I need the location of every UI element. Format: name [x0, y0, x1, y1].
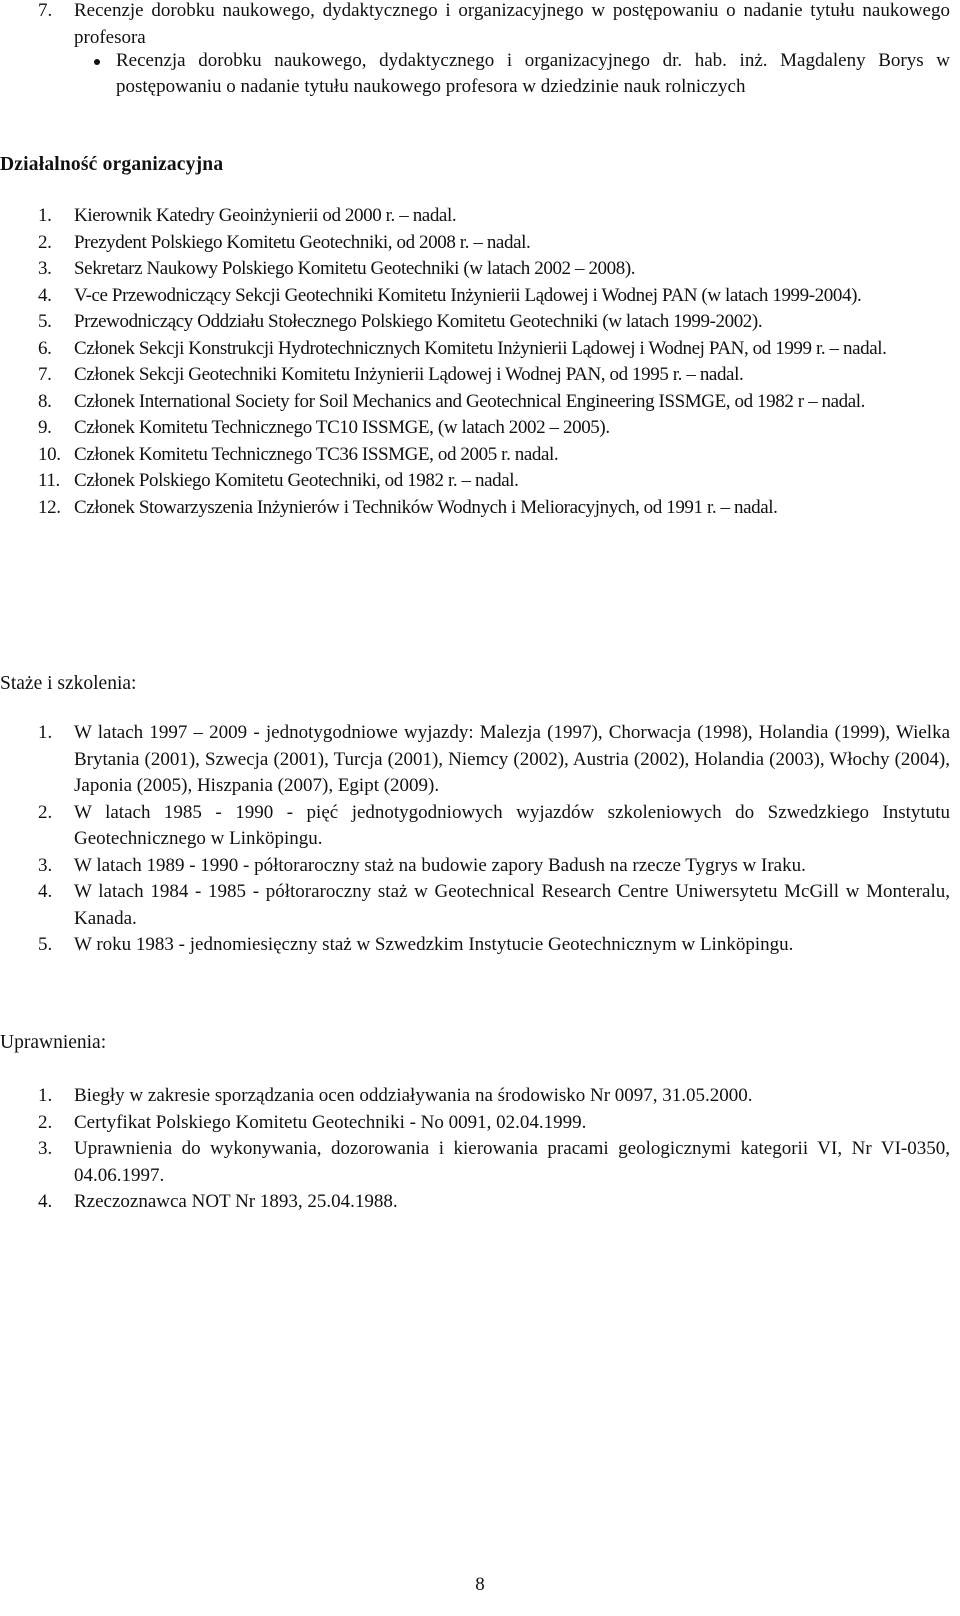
- list-item: [0, 879, 950, 932]
- item-text: Kierownik Katedry Geoinżynierii od 2000 r. – nadal.: [74, 205, 457, 226]
- list-item: [0, 1189, 950, 1216]
- item-text: W latach 1984 - 1985 - półtoraroczny staż w Geotechnical Research Centre Uniwersytetu McGill w Monteralu, Kanada.: [74, 881, 950, 929]
- item-text: Recenzje dorobku naukowego, dydaktycznego i organizacyjnego w postępowaniu o nadanie tytułu naukowego profesora: [74, 0, 950, 48]
- item-number: 7.: [38, 0, 53, 21]
- section-heading-licenses: Uprawnienia:: [0, 1032, 107, 1053]
- item-text: V-ce Przewodniczący Sekcji Geotechniki Komitetu Inżynierii Lądowej i Wodnej PAN (w latach 1999-2004).: [74, 284, 862, 306]
- section-heading-organizational: Działalność organizacyjna: [0, 154, 224, 175]
- item-text: Prezydent Polskiego Komitetu Geotechniki, od 2008 r. – nadal.: [74, 231, 531, 253]
- item-text: Certyfikat Polskiego Komitetu Geotechniki - No 0091, 02.04.1999.: [74, 1111, 587, 1133]
- item-text: Rzeczoznawca NOT Nr 1893, 25.04.1988.: [74, 1191, 398, 1212]
- list-item: [0, 309, 950, 336]
- item-text: Członek Komitetu Technicznego TC10 ISSMGE, (w latach 2002 – 2005).: [74, 417, 610, 438]
- item-number: 3.: [38, 258, 52, 279]
- item-number: 12.: [38, 496, 61, 518]
- sub-item-text: Recenzja dorobku naukowego, dydaktycznego i organizacyjnego dr. hab. inż. Magdaleny Borys w postępowaniu o nadanie tytułu naukowego profesora w dziedzinie nauk rolniczych: [116, 50, 950, 97]
- item-number: 8.: [38, 390, 52, 412]
- item-number: 5.: [38, 311, 52, 332]
- item-text: W latach 1989 - 1990 - półtoraroczny staż na budowie zapory Badush na rzecze Tygrys w Iraku.: [74, 854, 806, 876]
- item-text: Biegły w zakresie sporządzania ocen oddziaływania na środowisko Nr 0097, 31.05.2000.: [74, 1085, 753, 1106]
- list-item: [0, 853, 950, 880]
- list-item: [0, 203, 950, 230]
- internships-list: [0, 720, 950, 959]
- item-text: W roku 1983 - jednomiesięczny staż w Szwedzkim Instytucie Geotechnicznym w Linköpingu.: [74, 934, 794, 955]
- list-item: [0, 442, 950, 469]
- list-item: [0, 336, 950, 363]
- item-number: 11.: [38, 470, 60, 491]
- page-number: 8: [475, 1574, 485, 1595]
- item-text: Członek Polskiego Komitetu Geotechniki, od 1982 r. – nadal.: [74, 470, 519, 491]
- list-item: [0, 362, 950, 389]
- list-item: [0, 1083, 950, 1110]
- item-text: Członek International Society for Soil Mechanics and Geotechnical Engineering ISSMGE, od 1982 r – nadal.: [74, 390, 866, 412]
- item-number: 9.: [38, 417, 52, 438]
- list-item: [0, 0, 950, 51]
- item-number: 2.: [38, 231, 52, 253]
- item-number: 2.: [38, 1111, 53, 1133]
- item-text: W latach 1997 – 2009 - jednotygodniowe wyjazdy: Malezja (1997), Chorwacja (1998), Holandia (1999), Wielka Brytania (2001), Szwecja (2001), Turcja (2001), Niemcy (2002), Austria (2002), Holandia (2003), Włochy (2004), Japonia (2005), Hiszpania (2007), Egipt (2009).: [74, 722, 950, 796]
- list-item: [0, 389, 950, 416]
- item-number: 1.: [38, 1085, 53, 1106]
- organizational-list: [0, 203, 950, 521]
- list-item: [0, 720, 950, 800]
- item-number: 7.: [38, 364, 52, 385]
- item-number: 1.: [38, 205, 52, 226]
- item-text: Członek Komitetu Technicznego TC36 ISSMGE, od 2005 r. nadal.: [74, 443, 559, 465]
- item-text: Członek Stowarzyszenia Inżynierów i Techników Wodnych i Melioracyjnych, od 1991 r. – nadal.: [74, 496, 778, 518]
- item-text: Przewodniczący Oddziału Stołecznego Polskiego Komitetu Geotechniki (w latach 1999-2002).: [74, 311, 763, 332]
- bullet-icon: [94, 59, 100, 65]
- item-text: W latach 1985 - 1990 - pięć jednotygodniowych wyjazdów szkoleniowych do Szwedzkiego Instytutu Geotechnicznego w Linköpingu.: [74, 801, 950, 849]
- item-number: 1.: [38, 722, 53, 743]
- item-text: Członek Sekcji Konstrukcji Hydrotechnicznych Komitetu Inżynierii Lądowej i Wodnej PAN, od 1999 r. – nadal.: [74, 337, 887, 359]
- list-item: [0, 230, 950, 257]
- list-item: [0, 495, 950, 522]
- reviews-sub-item: [74, 48, 950, 100]
- item-number: 4.: [38, 881, 53, 902]
- item-number: 10.: [38, 443, 61, 465]
- item-number: 6.: [38, 337, 52, 359]
- list-item: [0, 1136, 950, 1189]
- list-item: [0, 468, 950, 495]
- item-number: 5.: [38, 934, 53, 955]
- list-item: [0, 415, 950, 442]
- item-number: 2.: [38, 801, 53, 823]
- list-item: [0, 256, 950, 283]
- item-number: 4.: [38, 1191, 53, 1212]
- list-item: [0, 1110, 950, 1137]
- list-item: [0, 800, 950, 853]
- list-item: [0, 283, 950, 310]
- licenses-list: [0, 1083, 950, 1216]
- item-number: 3.: [38, 1138, 53, 1159]
- list-item: [0, 932, 950, 959]
- section-heading-internships: Staże i szkolenia:: [0, 673, 137, 694]
- item-text: Członek Sekcji Geotechniki Komitetu Inżynierii Lądowej i Wodnej PAN, od 1995 r. – nadal.: [74, 364, 744, 385]
- reviews-list: [0, 0, 950, 51]
- item-number: 3.: [38, 854, 53, 876]
- item-text: Sekretarz Naukowy Polskiego Komitetu Geotechniki (w latach 2002 – 2008).: [74, 258, 636, 279]
- item-number: 4.: [38, 284, 52, 306]
- item-text: Uprawnienia do wykonywania, dozorowania i kierowania pracami geologicznymi kategorii VI, Nr VI-0350, 04.06.1997.: [74, 1138, 950, 1186]
